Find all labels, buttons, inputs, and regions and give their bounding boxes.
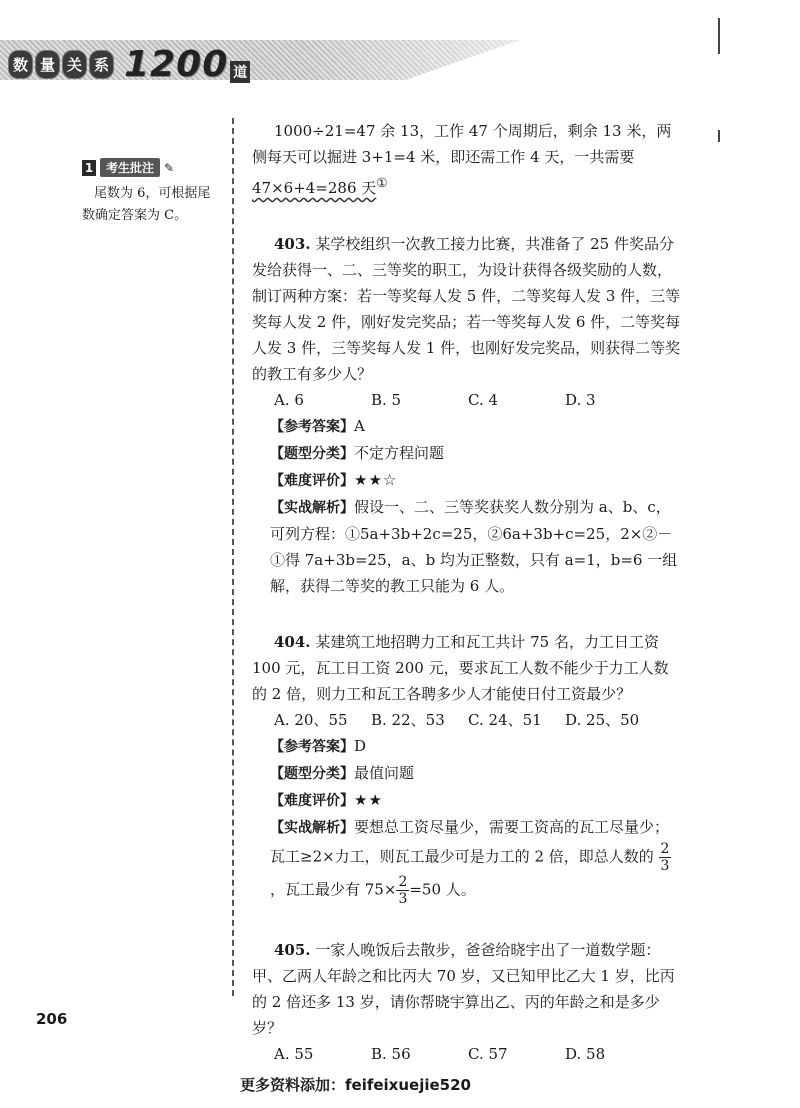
column-divider	[232, 118, 234, 996]
answer-options	[252, 707, 682, 733]
option-d: D. 3	[565, 391, 596, 409]
title-chip: 系	[89, 50, 114, 79]
option-d: D. 58	[565, 1045, 606, 1063]
question-text: 某学校组织一次教工接力比赛，共准备了 25 件奖品分发给获得一、二、三等奖的职工，为设计获得各级奖励的人数，制订两种方案：若一等奖每人发 5 件，二等奖每人发 3 件，三等奖每人发 2 件，刚好发完奖品；若一等奖每人发 6 件，二等奖每人发 3 件，三等奖每人发 1 件，也刚好发完奖品，则获得二等奖的教工有多少人？	[252, 235, 681, 383]
title-suffix: 道	[230, 61, 250, 83]
difficulty-rating: 【难度评价】★★☆	[270, 471, 398, 489]
fraction: $\frac{2}{3}$	[660, 841, 670, 874]
analysis: 【实战解析】假设一、二、三等奖获奖人数分别为 a、b、c，可列方程：①5a+3b+2c=25，②6a+3b+c=25，2×②－①得 7a+3b=25，a、b 均为正整数，只有 a=1，b=6 一组解，获得二等奖的教工只能为 6 人。	[270, 498, 678, 595]
star-rating: ★★☆	[354, 471, 398, 489]
title-chip: 量	[35, 50, 60, 79]
option-c: C. 4	[468, 391, 499, 409]
option-a: A. 20、55	[274, 711, 348, 729]
main-content	[252, 118, 682, 1067]
option-a: A. 55	[274, 1045, 314, 1063]
question-type: 【题型分类】不定方程问题	[270, 444, 445, 462]
footer-text: 更多资料添加：feifeixuejie520	[240, 1076, 471, 1094]
question-text: 一家人晚饭后去散步，爸爸给晓宇出了一道数学题：甲、乙两人年龄之和比丙大 70 岁，又已知甲比乙大 1 岁，比丙的 2 倍还多 13 岁，请你帮晓宇算出乙、丙的年龄之和是多少岁？	[252, 941, 675, 1037]
option-a: A. 6	[274, 391, 304, 409]
title-chip: 数	[8, 50, 33, 79]
answer-options	[252, 387, 682, 413]
option-c: C. 24、51	[468, 711, 542, 729]
fraction: $\frac{2}{3}$	[398, 874, 408, 907]
note-text: 尾数为 6，可根据尾数确定答案为 C。	[82, 186, 211, 223]
question-number: 403.	[274, 235, 311, 253]
pen-icon: ✎	[164, 160, 175, 175]
answer-options	[252, 1041, 682, 1067]
reference-answer: 【参考答案】D	[270, 737, 367, 755]
margin-mark	[718, 130, 720, 142]
footnote-marker: ①	[376, 175, 388, 190]
side-note	[82, 158, 222, 227]
star-rating: ★★	[354, 791, 383, 809]
intro-paragraph: 1000÷21=47 余 13，工作 47 个周期后，剩余 13 米，两侧每天可以掘进 3+1=4 米，即还需工作 4 天，一共需要47×6+4=286 天①	[252, 122, 672, 197]
header-banner	[0, 40, 800, 98]
question-type: 【题型分类】最值问题	[270, 764, 415, 782]
question-text: 某建筑工地招聘力工和瓦工共计 75 名，力工日工资 100 元，瓦工日工资 200 元，要求瓦工人数不能少于力工人数的 2 倍，则力工和瓦工各聘多少人才能使日付工资最少？	[252, 633, 669, 703]
question-403	[252, 231, 682, 599]
page-number: 206	[36, 1010, 68, 1028]
option-d: D. 25、50	[565, 711, 640, 729]
option-b: B. 22、53	[371, 711, 445, 729]
margin-mark	[718, 18, 720, 54]
option-b: B. 5	[371, 391, 402, 409]
difficulty-rating: 【难度评价】★★	[270, 791, 383, 809]
title-chip: 关	[62, 50, 87, 79]
question-number: 405.	[274, 941, 311, 959]
book-title	[8, 44, 250, 85]
analysis: 【实战解析】要想总工资尽量少，需要工资高的瓦工尽量少；瓦工≥2×力工，则瓦工最少可是力工的 2 倍，即总人数的 $\frac{2}{3}$ ，瓦工最少有 75× $\frac{2}{3}$ =50 人。	[270, 818, 670, 907]
question-404	[252, 629, 682, 907]
question-405	[252, 937, 682, 1067]
reference-answer: 【参考答案】A	[270, 417, 365, 435]
note-number: 1	[82, 160, 96, 176]
option-b: B. 56	[371, 1045, 411, 1063]
question-number: 404.	[274, 633, 311, 651]
answer-underline: 47×6+4=286 天	[252, 179, 377, 197]
note-label: 考生批注	[100, 158, 160, 177]
title-number: 1200	[124, 44, 229, 85]
option-c: C. 57	[468, 1045, 508, 1063]
